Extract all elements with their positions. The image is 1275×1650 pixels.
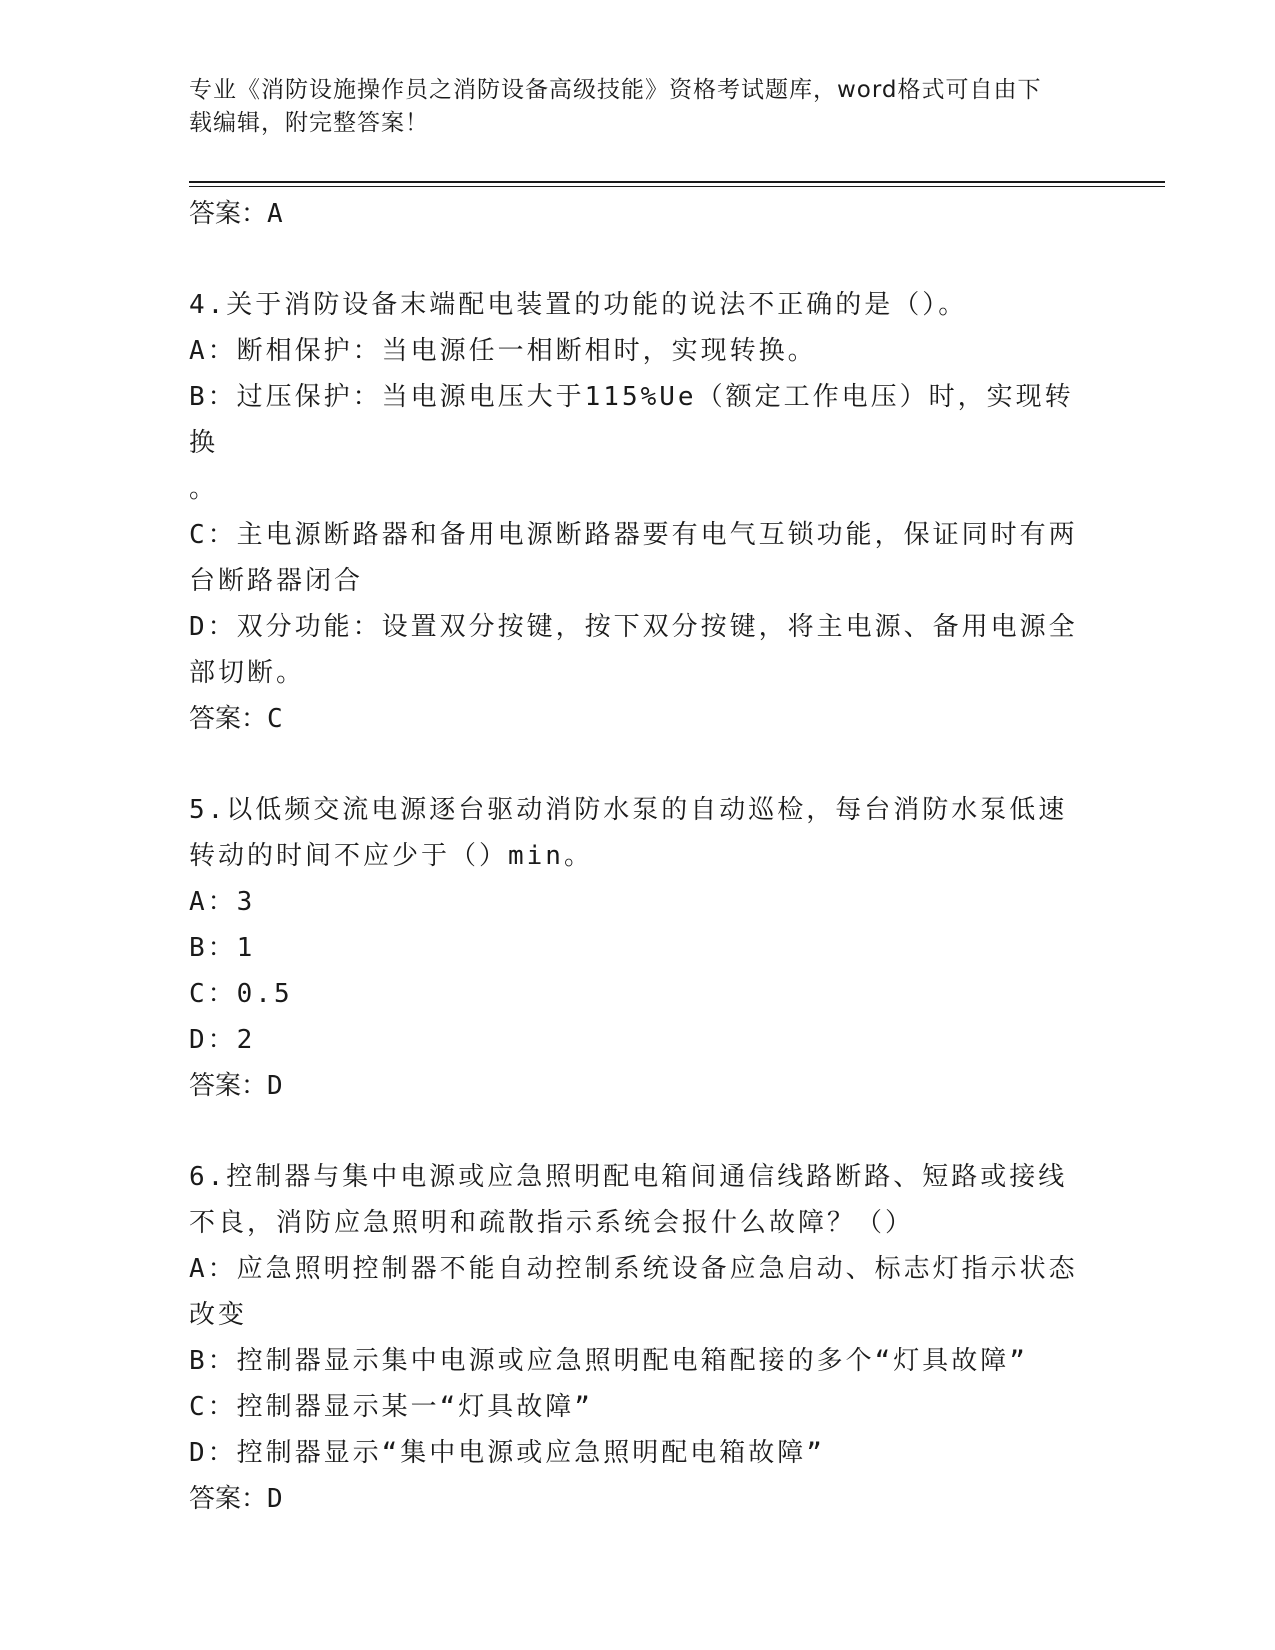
question-4-option-a: A：断相保护：当电源任一相断相时，实现转换。 [189, 336, 817, 366]
question-5-answer: 答案：D [189, 1071, 283, 1101]
question-6 [189, 1154, 1089, 1522]
question-4-option-d-line-1: D：双分功能：设置双分按键，按下双分按键，将主电源、备用电源全 [189, 612, 1078, 642]
question-6-option-d: D：控制器显示“集中电源或应急照明配电箱故障” [189, 1438, 825, 1468]
question-4-option-c-line-2: 台断路器闭合 [189, 566, 364, 596]
question-4-option-b-line-1: B：过压保护：当电源电压大于115%Ue（额定工作电压）时，实现转换 [189, 382, 1074, 458]
question-5-option-c: C：0.5 [189, 979, 293, 1009]
question-5-option-a: A：3 [189, 887, 256, 917]
header-line-2: 载编辑，附完整答案！ [189, 110, 429, 136]
document-header [189, 74, 1089, 140]
question-5-option-d: D：2 [189, 1025, 256, 1055]
question-4-answer: 答案：C [189, 704, 283, 734]
question-4-option-b-line-2: 。 [189, 474, 219, 504]
header-line-1: 专业《消防设施操作员之消防设备高级技能》资格考试题库，word格式可自由下 [189, 77, 1042, 103]
answer-line: 答案：A [189, 199, 283, 229]
question-5-stem-line-2: 转动的时间不应少于（）min。 [189, 841, 593, 871]
question-6-option-b: B：控制器显示集中电源或应急照明配电箱配接的多个“灯具故障” [189, 1346, 1028, 1376]
question-6-option-a-line-1: A：应急照明控制器不能自动控制系统设备应急启动、标志灯指示状态 [189, 1254, 1078, 1284]
question-5-option-b: B：1 [189, 933, 256, 963]
question-4-option-d-line-2: 部切断。 [189, 658, 306, 688]
header-divider-thin [189, 186, 1165, 187]
question-6-answer: 答案：D [189, 1484, 283, 1514]
header-divider-thick [189, 181, 1165, 183]
question-6-option-a-line-2: 改变 [189, 1300, 248, 1330]
question-6-stem-line-1: 6.控制器与集中电源或应急照明配电箱间通信线路断路、短路或接线 [189, 1162, 1068, 1192]
question-5-stem-line-1: 5.以低频交流电源逐台驱动消防水泵的自动巡检，每台消防水泵低速 [189, 795, 1068, 825]
question-list [189, 191, 1089, 1567]
question-5 [189, 787, 1089, 1109]
question-4-stem-line-1: 4.关于消防设备末端配电装置的功能的说法不正确的是（）。 [189, 290, 968, 320]
question-4-option-c-line-1: C：主电源断路器和备用电源断路器要有电气互锁功能，保证同时有两 [189, 520, 1078, 550]
question-4 [189, 282, 1089, 742]
question-6-option-c: C：控制器显示某一“灯具故障” [189, 1392, 593, 1422]
question-6-stem-line-2: 不良，消防应急照明和疏散指示系统会报什么故障？（） [189, 1208, 915, 1238]
